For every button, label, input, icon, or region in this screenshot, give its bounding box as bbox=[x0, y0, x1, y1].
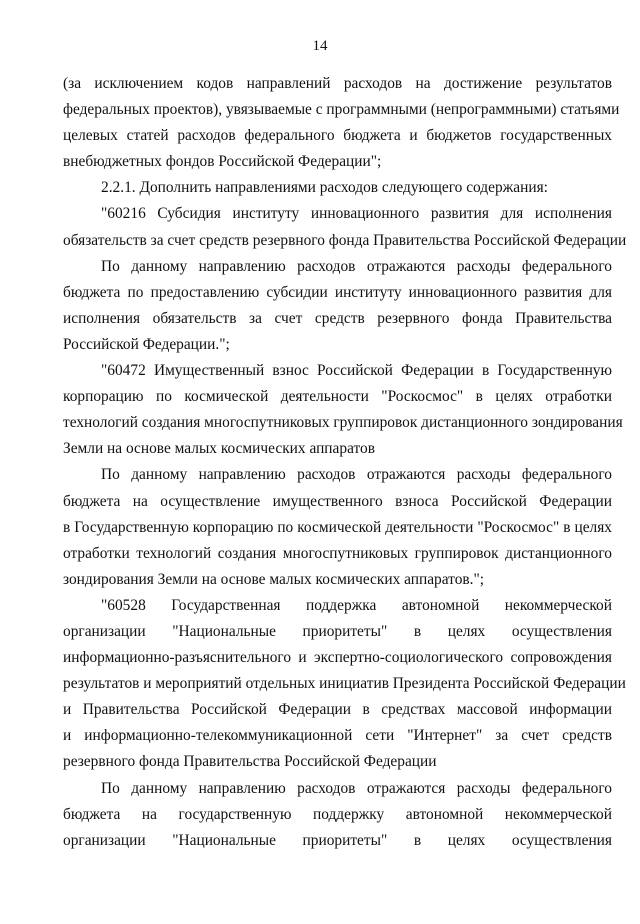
text-line: результатов и мероприятий отдельных инициатив Президента Российской Федерации bbox=[63, 675, 626, 693]
text-line: организации "Национальные приоритеты" в целях осуществления bbox=[63, 831, 612, 849]
text-line: организации "Национальные приоритеты" в целях осуществления bbox=[63, 622, 612, 640]
text-line: 2.2.1. Дополнить направлениями расходов следующего содержания: bbox=[101, 179, 548, 197]
text-line: "60528 Государственная поддержка автономной некоммерческой bbox=[101, 596, 612, 614]
page-number: 14 bbox=[312, 38, 328, 54]
text-line: Российской Федерации."; bbox=[63, 335, 230, 353]
text-line: резервного фонда Правительства Российской Федерации bbox=[63, 753, 437, 771]
text-line: По данному направлению расходов отражаются расходы федерального bbox=[101, 779, 612, 797]
text-line: технологий создания многоспутниковых группировок дистанционного зондирования bbox=[63, 414, 623, 432]
text-line: целевых статей расходов федерального бюджета и бюджетов государственных bbox=[63, 127, 612, 145]
text-line: бюджета по предоставлению субсидии институту инновационного развития для bbox=[63, 283, 612, 301]
text-line: По данному направлению расходов отражаются расходы федерального bbox=[101, 257, 612, 275]
text-line: бюджета на осуществление имущественного взноса Российской Федерации bbox=[63, 492, 612, 510]
text-line: зондирования Земли на основе малых космических аппаратов."; bbox=[63, 570, 485, 588]
text-line: (за исключением кодов направлений расходов на достижение результатов bbox=[63, 75, 612, 92]
text-line: обязательств за счет средств резервного фонда Правительства Российской Федерации bbox=[63, 231, 627, 249]
text-line: исполнения обязательств за счет средств резервного фонда Правительства bbox=[63, 309, 612, 327]
text-line: "60216 Субсидия институту инновационного развития для исполнения bbox=[101, 205, 612, 223]
text-line: Земли на основе малых космических аппаратов bbox=[63, 440, 375, 458]
text-line: в Государственную корпорацию по космической деятельности "Роскосмос" в целях bbox=[63, 518, 612, 536]
text-line: и Правительства Российской Федерации в средствах массовой информации bbox=[63, 701, 612, 719]
text-line: "60472 Имущественный взнос Российской Федерации в Государственную bbox=[101, 362, 612, 380]
document-body bbox=[63, 71, 627, 854]
text-line: внебюджетных фондов Российской Федерации"; bbox=[63, 153, 382, 171]
text-line: бюджета на государственную поддержку автономной некоммерческой bbox=[63, 805, 612, 823]
text-line: информационно-разъяснительного и экспертно-социологического сопровождения bbox=[63, 649, 612, 667]
text-line: и информационно-телекоммуникационной сети "Интернет" за счет средств bbox=[63, 727, 612, 745]
text-line: федеральных проектов), увязываемые с программными (непрограммными) статьями bbox=[63, 101, 620, 119]
text-line: корпорацию по космической деятельности "Роскосмос" в целях отработки bbox=[63, 388, 612, 406]
text-line: отработки технологий создания многоспутниковых группировок дистанционного bbox=[63, 544, 612, 562]
text-line: По данному направлению расходов отражаются расходы федерального bbox=[101, 466, 612, 484]
